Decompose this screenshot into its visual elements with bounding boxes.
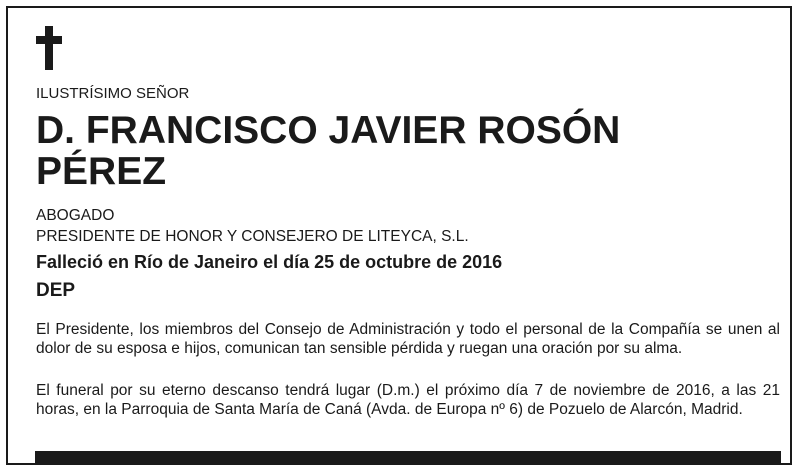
honorific: ILUSTRÍSIMO SEÑOR (36, 85, 190, 102)
dep-label: DEP (36, 280, 76, 301)
cross-icon (36, 26, 62, 72)
death-statement: Falleció en Río de Janeiro el día 25 de octubre de 2016 (36, 252, 503, 272)
deceased-name-line1: D. FRANCISCO JAVIER ROSÓN (36, 109, 621, 152)
condolence-paragraph: El Presidente, los miembros del Consejo de Administración y todo el personal de la Compañía se unen al dolor de su esposa e hijos, comunican tan sensible pérdida y ruegan una oración por su alma. (36, 321, 780, 357)
deceased-name (36, 110, 620, 192)
obituary-notice (6, 6, 792, 465)
funeral-paragraph: El funeral por su eterno descanso tendrá lugar (D.m.) el próximo día 7 de noviembre de 2016, a las 21 horas, en la Parroquia de Santa María de Caná (Avda. de Europa nº 6) de Pozuelo de Alarcón, Madrid. (36, 382, 780, 418)
deceased-name-line2: PÉREZ (36, 150, 167, 193)
professional-title: ABOGADO (36, 207, 115, 224)
company-position: PRESIDENTE DE HONOR Y CONSEJERO DE LITEYCA, S.L. (36, 228, 469, 245)
bottom-rule (35, 451, 781, 464)
